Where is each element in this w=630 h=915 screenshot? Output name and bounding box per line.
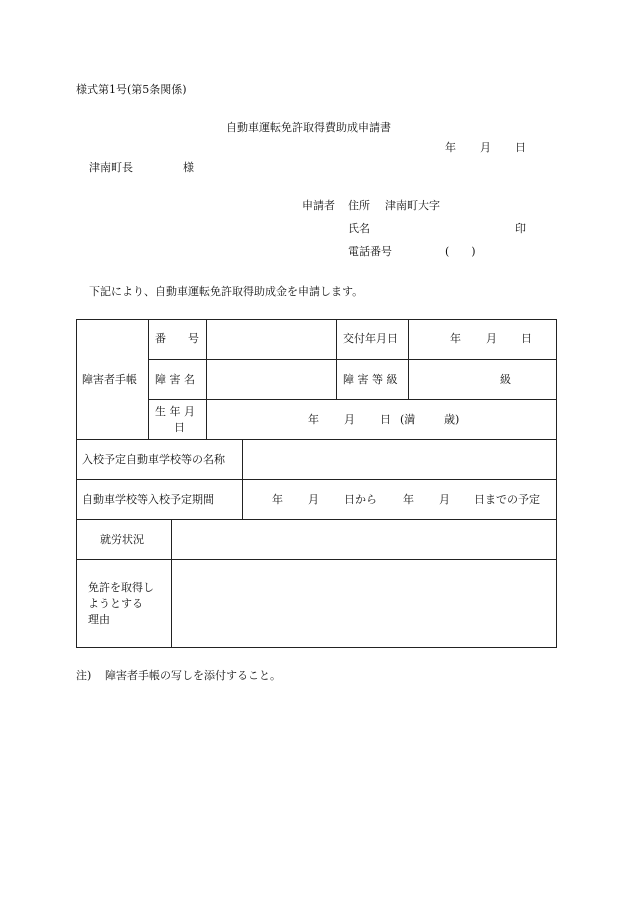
period-year1: 年 [272, 493, 283, 506]
disability-grade-label: 障 害 等 級 [343, 373, 398, 386]
issue-date-label: 交付年月日 [343, 332, 398, 345]
school-name-label: 入校予定自動車学校等の名称 [82, 453, 225, 466]
note-prefix: 注) [76, 669, 92, 682]
age-open: (満 [400, 413, 416, 426]
reason-label-line1: 免許を取得し [88, 581, 154, 594]
birth-day: 日 [380, 413, 391, 426]
table-vline [408, 319, 409, 400]
phone-parens: ( ) [445, 245, 476, 258]
seal-mark: 印 [515, 222, 526, 235]
birth-year: 年 [308, 413, 319, 426]
disability-name-label: 障 害 名 [155, 373, 195, 386]
period-month2: 月 [439, 493, 450, 506]
date-day: 日 [515, 141, 526, 154]
number-label: 番 号 [155, 332, 199, 345]
address-label: 住所 [348, 199, 370, 212]
addressee-name: 津南町長 [89, 161, 133, 174]
date-year: 年 [445, 141, 456, 154]
reason-label-line2: ようとする [88, 597, 143, 610]
address-value: 津南町大字 [385, 199, 440, 212]
age-close: 歳) [444, 413, 460, 426]
table-hline [76, 519, 557, 520]
note-text: 障害者手帳の写しを添付すること。 [105, 669, 281, 682]
period-until: 日までの予定 [474, 493, 540, 506]
table-vline [148, 319, 149, 440]
period-label: 自動車学校等入校予定期間 [82, 493, 214, 506]
birth-label-line1: 生 年 月 [155, 405, 195, 418]
birth-month: 月 [344, 413, 355, 426]
form-number: 様式第1号(第5条関係) [76, 83, 187, 96]
employment-label: 就労状況 [100, 533, 144, 546]
table-hline [76, 479, 557, 480]
intro-text: 下記により、自動車運転免許取得助成金を申請します。 [89, 285, 364, 298]
reason-label-line3: 理由 [88, 613, 110, 626]
table-vline [206, 319, 207, 440]
form-title: 自動車運転免許取得費助成申請書 [226, 121, 391, 134]
table-right-border [556, 319, 557, 648]
period-from: 日から [344, 493, 377, 506]
table-left-border [76, 319, 77, 648]
table-vline [336, 319, 337, 400]
issue-day: 日 [521, 332, 532, 345]
handbook-label: 障害者手帳 [82, 373, 137, 386]
period-month1: 月 [308, 493, 319, 506]
phone-label: 電話番号 [348, 245, 392, 258]
date-month: 月 [480, 141, 491, 154]
period-year2: 年 [403, 493, 414, 506]
table-hline [76, 559, 557, 560]
table-bottom-border [76, 647, 557, 648]
table-hline [148, 359, 557, 360]
addressee-honorific: 様 [183, 161, 194, 174]
grade-unit: 級 [500, 373, 511, 386]
name-label: 氏名 [348, 222, 370, 235]
table-vline [242, 439, 243, 520]
applicant-label: 申請者 [302, 199, 335, 212]
table-hline [148, 399, 557, 400]
issue-month: 月 [486, 332, 497, 345]
table-vline [171, 519, 172, 648]
issue-year: 年 [450, 332, 461, 345]
birth-label-line2: 日 [174, 421, 185, 434]
